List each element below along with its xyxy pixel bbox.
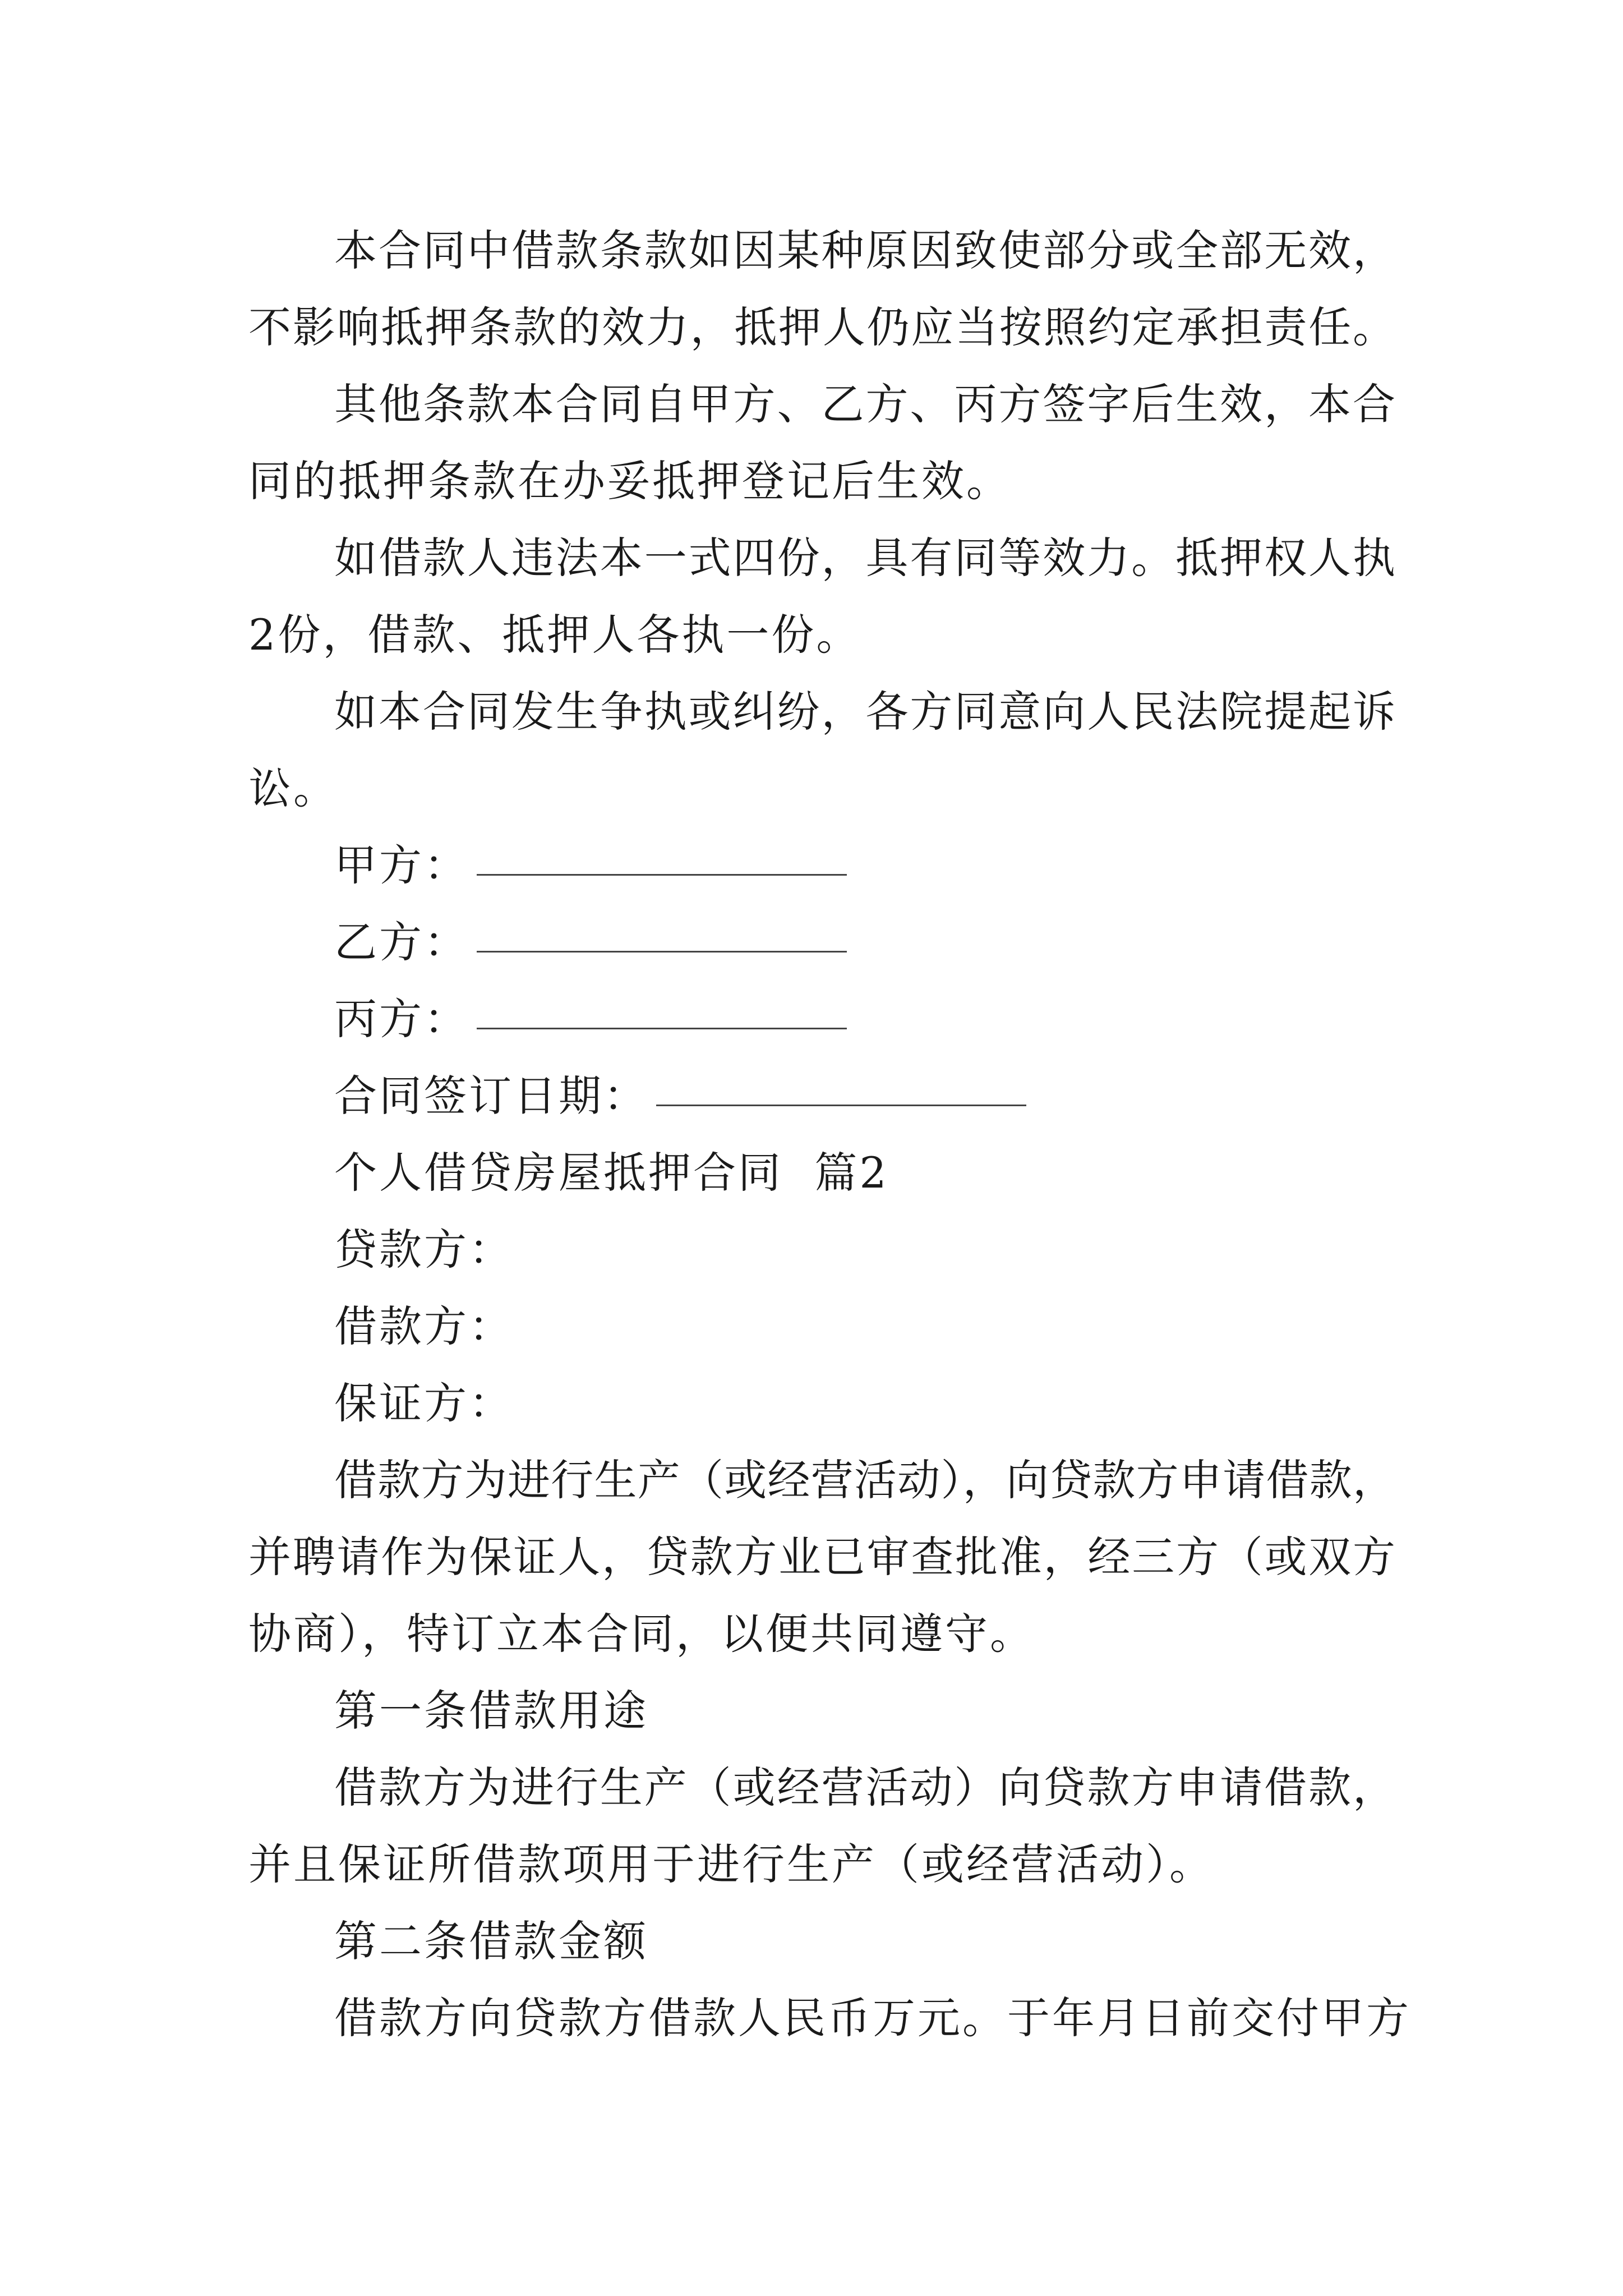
guarantor-label: 保证方： (334, 1378, 514, 1428)
paragraph-line: 2份，借款、抵押人各执一份。 (248, 610, 861, 660)
party-c-signature-blank (477, 1028, 847, 1029)
party-a-field (248, 827, 1395, 904)
article-1-line: 并且保证所借款项用于进行生产（或经营活动）。 (248, 1839, 1214, 1889)
intro-line: 借款方为进行生产（或经营活动），向贷款方申请借款， (334, 1455, 1395, 1505)
paragraph-line: 如借款人违法本一式四份，具有同等效力。抵押权人执 (334, 533, 1395, 583)
sign-date-blank (656, 1105, 1026, 1106)
article-2-title: 第二条借款金额 (334, 1916, 648, 1966)
paragraph-line: 其他条款本合同自甲方、乙方、丙方签字后生效，本合 (334, 379, 1395, 429)
party-a-signature-blank (477, 874, 847, 876)
party-c-label: 丙方： (334, 994, 469, 1044)
party-c-field (248, 981, 1395, 1057)
party-b-label: 乙方： (334, 917, 469, 967)
intro-line: 并聘请作为保证人，贷款方业已审查批准，经三方（或双方 (248, 1532, 1395, 1582)
sign-date-label: 合同签订日期： (334, 1071, 648, 1121)
article-1-line: 借款方为进行生产（或经营活动）向贷款方申请借款， (334, 1763, 1395, 1812)
article-1-title: 第一条借款用途 (334, 1686, 648, 1736)
sign-date-field (248, 1057, 1395, 1134)
paragraph-line: 讼。 (248, 763, 338, 813)
party-a-label: 甲方： (334, 840, 469, 890)
paragraph-line: 不影响抵押条款的效力，抵押人仍应当按照约定承担责任。 (248, 302, 1395, 352)
document-page (248, 212, 1411, 2056)
paragraph-line: 如本合同发生争执或纠纷，各方同意向人民法院提起诉 (334, 687, 1395, 737)
paragraph-line: 同的抵押条款在办妥抵押登记后生效。 (248, 456, 1011, 506)
party-b-field (248, 904, 1395, 981)
party-b-signature-blank (477, 951, 847, 953)
borrower-label: 借款方： (334, 1301, 514, 1351)
lender-label: 贷款方： (334, 1225, 514, 1274)
paragraph-line: 本合同中借款条款如因某种原因致使部分或全部无效， (334, 226, 1395, 275)
intro-line: 协商），特订立本合同，以便共同遵守。 (248, 1609, 1035, 1659)
section-title: 个人借贷房屋抵押合同 篇2 (334, 1148, 889, 1198)
article-2-line: 借款方向贷款方借款人民币万元。于年月日前交付甲方 (334, 1993, 1411, 2043)
